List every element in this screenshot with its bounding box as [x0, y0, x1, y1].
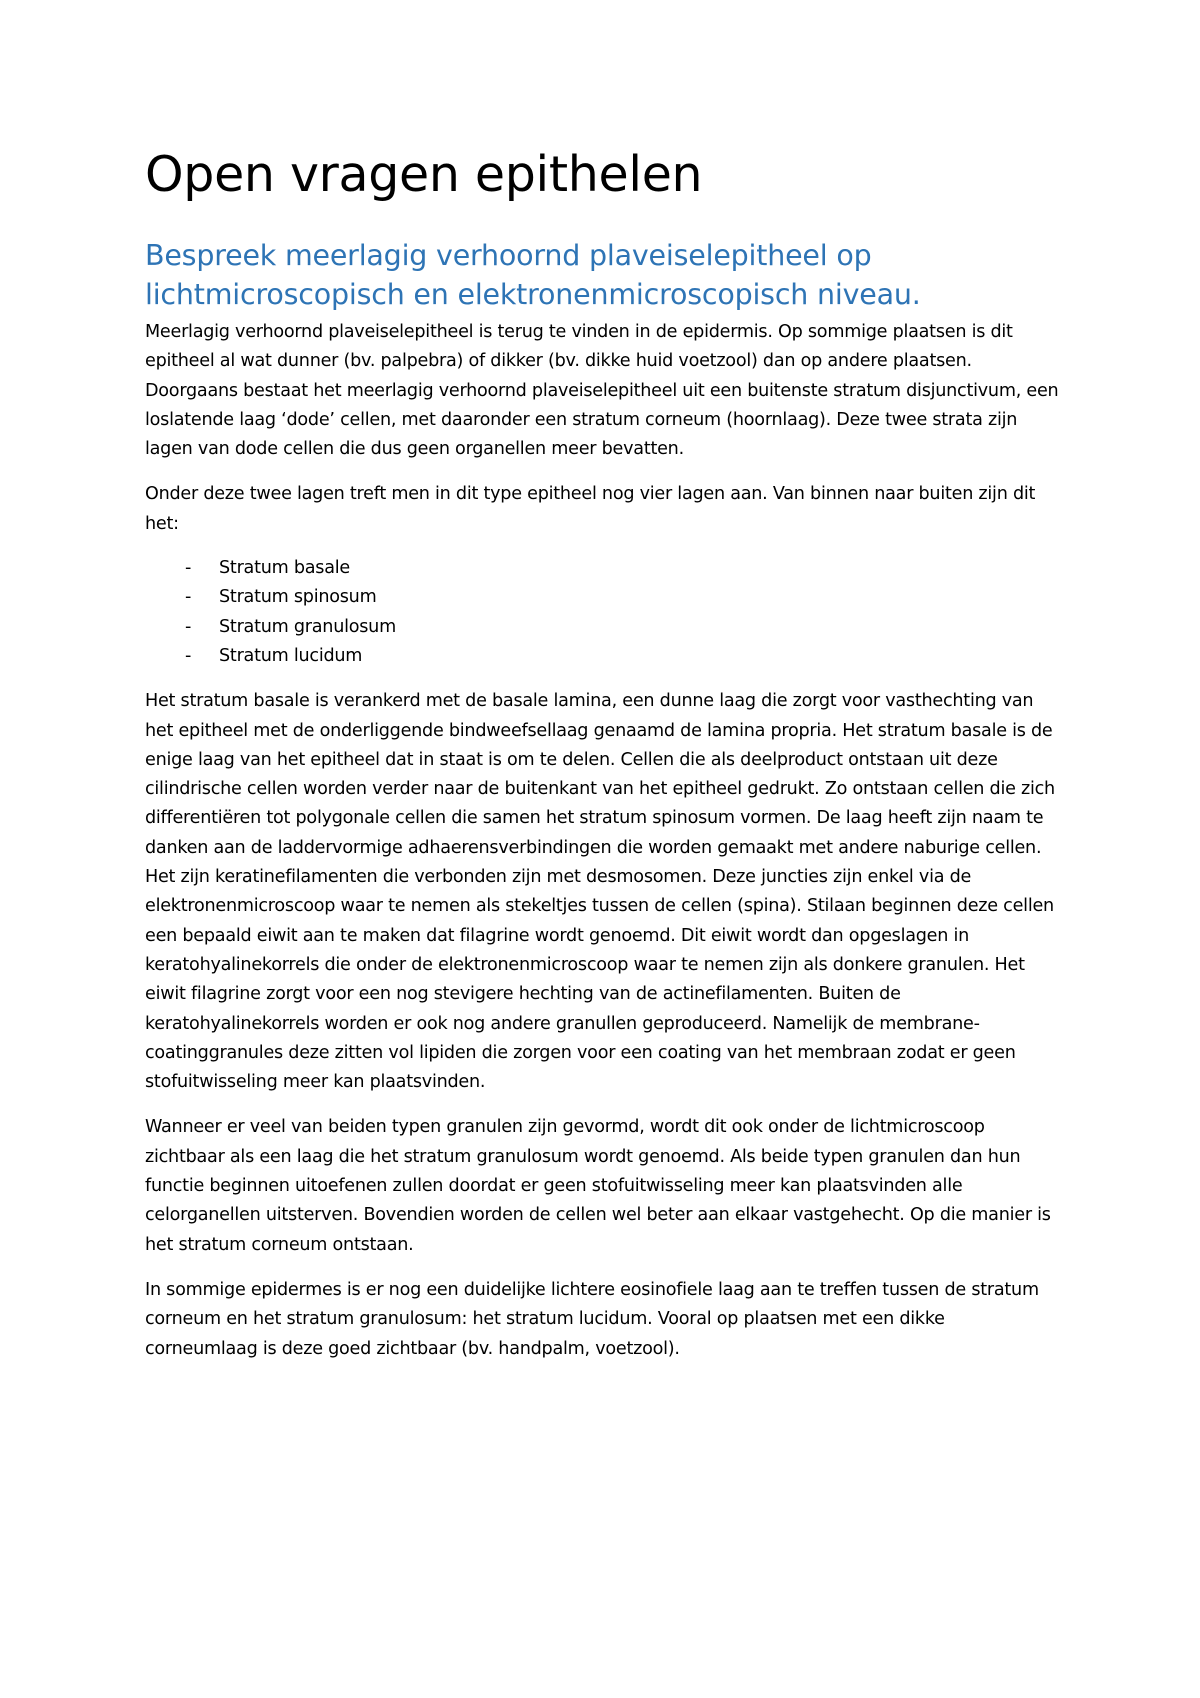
- paragraph-layers-intro: Onder deze twee lagen treft men in dit type epitheel nog vier lagen aan. Van binnen naar buiten zijn dit het:: [145, 484, 1036, 534]
- section-heading: Bespreek meerlagig verhoornd plaveiselepitheel op lichtmicroscopisch en elektronenmicroscopisch niveau.: [145, 239, 921, 311]
- list-item-text: Stratum basale: [219, 558, 350, 579]
- list-dash: -: [185, 558, 192, 579]
- list-dash: -: [185, 616, 192, 637]
- list-dash: -: [185, 587, 192, 608]
- list-dash: -: [185, 645, 192, 666]
- paragraph-stratum-granulosum: Wanneer er veel van beiden typen granulen zijn gevormd, wordt dit ook onder de lichtmicroscoop zichtbaar als een laag die het stratum granulosum wordt genoemd. Als beide typen granulen dan hun functie beginnen uitoefenen zullen doordat er geen stofuitwisseling meer kan plaatsvinden alle celorganellen uitsterven. Bovendien worden de cellen wel beter aan elkaar vastgehecht. Op die manier is het stratum corneum ontstaan.: [145, 1117, 1051, 1255]
- list-item: [145, 554, 1060, 583]
- paragraph-stratum-lucidum: In sommige epidermes is er nog een duidelijke lichtere eosinofiele laag aan te treffen tussen de stratum corneum en het stratum granulosum: het stratum lucidum. Vooral op plaatsen met een dikke corneumlaag is deze goed zichtbaar (bv. handpalm, voetzool).: [145, 1279, 1039, 1359]
- document-body: [145, 140, 1060, 1380]
- list-item: [145, 642, 1060, 671]
- list-item-text: Stratum spinosum: [219, 587, 377, 608]
- layer-list: [145, 554, 1060, 671]
- paragraph-stratum-basale: Het stratum basale is verankerd met de basale lamina, een dunne laag die zorgt voor vasthechting van het epitheel met de onderliggende bindweefsellaag genaamd de lamina propria. Het stratum basale is de enige laag van het epitheel dat in staat is om te delen. Cellen die als deelproduct ontstaan uit deze cilindrische cellen worden verder naar de buitenkant van het epitheel gedrukt. Zo ontstaan cellen die zich differentiëren tot polygonale cellen die samen het stratum spinosum vormen. De laag heeft zijn naam te danken aan de laddervormige adhaerensverbindingen die worden gemaakt met andere naburige cellen. Het zijn keratinefilamenten die verbonden zijn met desmosomen. Deze juncties zijn enkel via de elektronenmicroscoop waar te nemen als stekeltjes tussen de cellen (spina). Stilaan beginnen deze cellen een bepaald eiwit aan te maken dat filagrine wordt genoemd. Dit eiwit wordt dan opgeslagen in keratohyalinekorrels die onder de elektronenmicroscoop waar te nemen zijn als donkere granulen. Het eiwit filagrine zorgt voor een nog stevigere hechting van de actinefilamenten. Buiten de keratohyalinekorrels worden er ook nog andere granullen geproduceerd. Namelijk de membrane-coatinggranules deze zitten vol lipiden die zorgen voor een coating van het membraan zodat er geen stofuitwisseling meer kan plaatsvinden.: [145, 691, 1055, 1093]
- list-item: [145, 613, 1060, 642]
- list-item-text: Stratum granulosum: [219, 616, 396, 637]
- paragraph-intro: Meerlagig verhoornd plaveiselepitheel is terug te vinden in de epidermis. Op sommige plaatsen is dit epitheel al wat dunner (bv. palpebra) of dikker (bv. dikke huid voetzool) dan op andere plaatsen. Doorgaans bestaat het meerlagig verhoornd plaveiselepitheel uit een buitenste stratum disjunctivum, een loslatende laag ‘dode’ cellen, met daaronder een stratum corneum (hoornlaag). Deze twee strata zijn lagen van dode cellen die dus geen organellen meer bevatten.: [145, 322, 1059, 460]
- document-title: Open vragen epithelen: [145, 146, 703, 203]
- list-item-text: Stratum lucidum: [219, 645, 363, 666]
- list-item: [145, 583, 1060, 612]
